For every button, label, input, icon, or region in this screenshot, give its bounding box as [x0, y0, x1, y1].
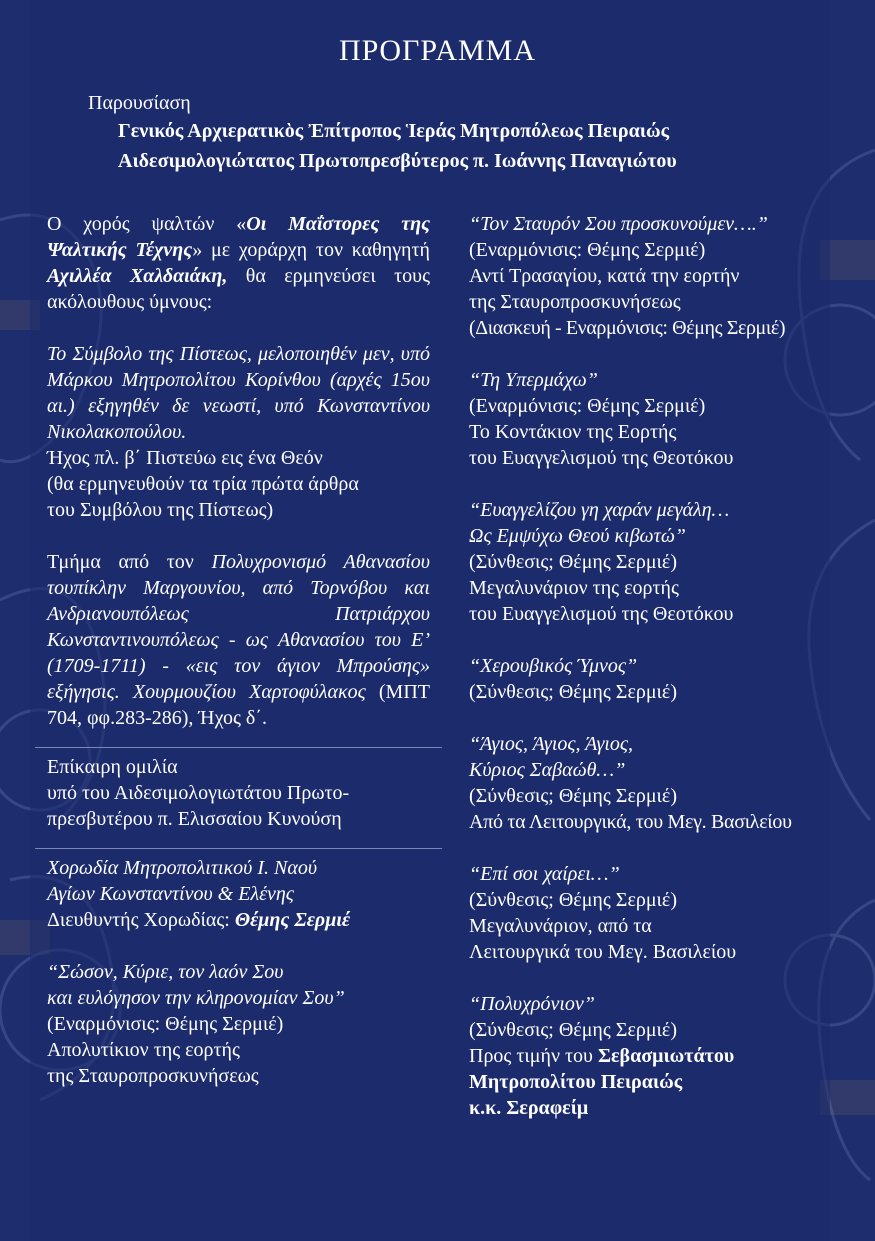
choir-line-2: Αγίων Κωνσταντίνου & Ελένης — [47, 883, 294, 905]
ypermacho-line-4: του Ευαγγελισμού της Θεοτόκου — [469, 447, 734, 469]
stavron-line-5: (Διασκευή - Εναρμόνισις: Θέμης Σερμιέ) — [469, 317, 786, 339]
agios-line-3: (Σύνθεσις; Θέμης Σερμιέ) — [469, 785, 677, 807]
epi-soi-line-4: Λειτουργικά του Μεγ. Βασιλείου — [469, 941, 737, 963]
soson-line-4: Απολυτίκιον της εορτής — [47, 1039, 240, 1061]
cherouvikos-line-2: (Σύνθεσις; Θέμης Σερμιέ) — [469, 681, 677, 703]
choir-director-label: Διευθυντής Χορωδίας: — [47, 909, 235, 931]
intro-text-3: θα ερμηνεύσει τους ακόλουθους ύμνους: — [47, 265, 430, 313]
stavron-line-3: Αντί Τρασαγίου, κατά την εορτήν — [469, 265, 740, 287]
agios-line-2: Κύριος Σαβαώθ…” — [469, 759, 626, 781]
conductor-name: Αχιλλέα Χαλδαιάκη, — [47, 265, 228, 287]
polychronismos-text: Τμήμα από τον — [47, 551, 212, 573]
agios-line-4: Από τα Λειτουργικά, του Μεγ. Βασιλείου — [469, 811, 792, 833]
polychronismos-italic: Πολυχρονισμό Αθανασίου τουπίκλην Μαργουνίου, από Τορνόβου και Ανδριανουπόλεως Πατριάρχου Κωνσταντινουπόλεως - ως Αθανασίου του Ε’ (1709-1711) - «εις τον άγιον Μπρούσης» εξήγησις. Χουρμουζίου Χαρτοφύλακος — [47, 551, 430, 703]
evangelizou-line-1: “Ευαγγελίζου γη χαράν μεγάλη… — [469, 499, 730, 521]
polychronion-line-4: Μητροπολίτου Πειραιώς — [469, 1071, 683, 1093]
soson-line-1: “Σώσον, Κύριε, τον λαόν Σου — [47, 961, 284, 983]
choir-name: Οι Μαΐστορες της Ψαλτικής Τέχνης — [47, 213, 430, 261]
choir-director-name: Θέμης Σερμιέ — [234, 909, 351, 931]
intro-text: Ο χορός ψαλτών « — [47, 213, 247, 235]
epi-soi-line-3: Μεγαλυνάριον, από τα — [469, 915, 652, 937]
intro-text-2: » με χοράρχη τον καθηγητή — [192, 239, 430, 261]
polychronion-honor-label: Προς τιμήν του — [469, 1045, 598, 1067]
divider — [35, 747, 442, 748]
presentation-label: Παρουσίαση — [88, 92, 191, 114]
evangelizou-line-2: Ως Εμψύχω Θεού κιβωτώ” — [469, 525, 686, 547]
symbol-line-2: (θα ερμηνευθούν τα τρία πρώτα άρθρα — [47, 473, 359, 495]
epi-soi-line-1: “Επί σοι χαίρει…” — [469, 863, 620, 885]
right-column — [469, 211, 854, 1121]
page-title: ΠΡΟΓΡΑΜΜΑ — [339, 34, 536, 67]
polychronion-honor-title: Σεβασμιωτάτου — [597, 1045, 735, 1067]
polychronismos-paragraph — [47, 549, 430, 731]
symbol-line-3: του Συμβόλου της Πίστεως) — [47, 499, 274, 521]
soson-line-5: της Σταυροπροσκυνήσεως — [47, 1065, 259, 1087]
stavron-line-1: “Τον Σταυρόν Σου προσκυνούμεν….” — [469, 213, 768, 235]
ypermacho-line-2: (Εναρμόνισις: Θέμης Σερμιέ) — [469, 395, 706, 417]
divider — [35, 848, 442, 849]
cherouvikos-line-1: “Χερουβικός Ύμνος” — [469, 655, 638, 677]
choir-line-1: Χορωδία Μητροπολιτικού Ι. Ναού — [47, 857, 318, 879]
speech-line-2: υπό του Αιδεσιμολογιωτάτου Πρωτο- — [47, 782, 350, 804]
polychronion-line-2: (Σύνθεσις; Θέμης Σερμιέ) — [469, 1019, 677, 1041]
ypermacho-line-3: Το Κοντάκιον της Εορτής — [469, 421, 677, 443]
soson-line-3: (Εναρμόνισις: Θέμης Σερμιέ) — [47, 1013, 284, 1035]
evangelizou-line-3: (Σύνθεσις; Θέμης Σερμιέ) — [469, 551, 677, 573]
symbol-line-1: Ήχος πλ. β΄ Πιστεύω εις ένα Θεόν — [47, 447, 323, 469]
intro-paragraph — [47, 211, 430, 315]
symbol-paragraph: Το Σύμβολο της Πίστεως, μελοποιηθέν μεν, υπό Μάρκου Μητροπολίτου Κορίνθου (αρχές 15ου αι.) εξηγηθέν δε νεωστί, υπό Κωνσταντίνου Νικολακοπούλου. — [47, 343, 430, 443]
ypermacho-line-1: “Τη Υπερμάχω” — [469, 369, 598, 391]
polychronion-line-5: κ.κ. Σεραφείμ — [469, 1097, 589, 1119]
presenter-title: Γενικός Αρχιερατικὸς Ἐπίτροπος Ἱεράς Μητροπόλεως Πειραιώς — [118, 120, 670, 142]
soson-line-2: και ευλόγησον την κληρονομίαν Σου” — [47, 987, 345, 1009]
polychronion-line-3 — [469, 1043, 854, 1069]
agios-line-1: “Άγιος, Άγιος, Άγιος, — [469, 733, 634, 755]
left-column — [47, 211, 430, 1089]
speech-line-1: Επίκαιρη ομιλία — [47, 756, 178, 778]
speech-line-3: πρεσβυτέρου π. Ελισσαίου Κυνούση — [47, 808, 342, 830]
polychronion-line-1: “Πολυχρόνιον” — [469, 993, 595, 1015]
stavron-line-4: της Σταυροπροσκυνήσεως — [469, 291, 681, 313]
epi-soi-line-2: (Σύνθεσις; Θέμης Σερμιέ) — [469, 889, 677, 911]
choir-director — [47, 907, 430, 933]
evangelizou-line-4: Μεγαλυνάριον της εορτής — [469, 577, 679, 599]
evangelizou-line-5: του Ευαγγελισμού της Θεοτόκου — [469, 603, 734, 625]
polychronismos-ref: (ΜΠΤ 704, φφ.283-286), Ήχος δ΄. — [47, 681, 431, 729]
stavron-line-2: (Εναρμόνισις: Θέμης Σερμιέ) — [469, 239, 706, 261]
presenter-name: Αιδεσιμολογιώτατος Πρωτοπρεσβύτερος π. Ιωάννης Παναγιώτου — [118, 150, 677, 172]
